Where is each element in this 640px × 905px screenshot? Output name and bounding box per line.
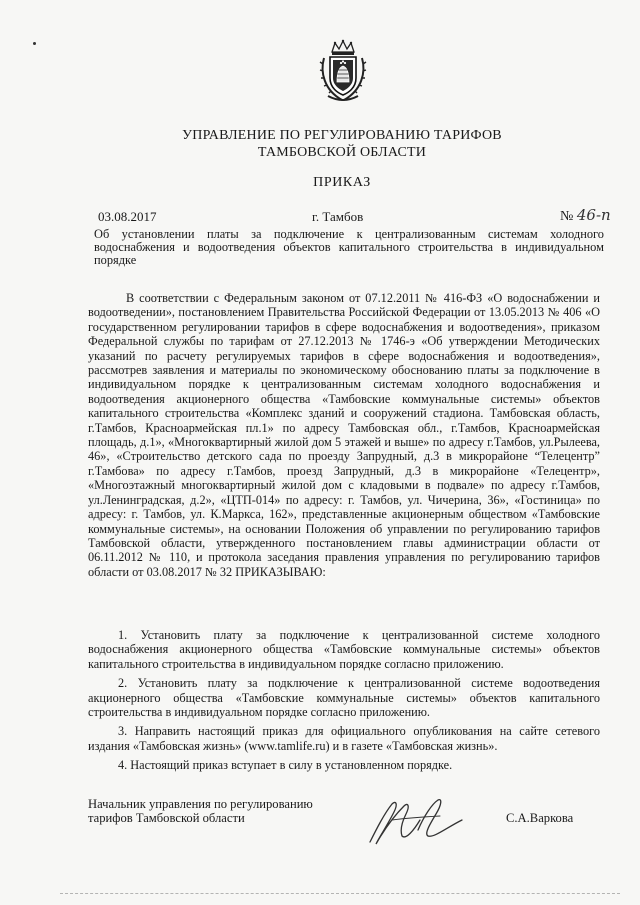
order-city: г. Тамбов [312,209,364,224]
department-title-line2: ТАМБОВСКОЙ ОБЛАСТИ [257,145,427,160]
order-item-2: 2. Установить плату за подключение к централизованной системе водоотведения акционерного общества «Тамбовские коммунальные системы» объектов капитального строительства в индивидуальном порядке согласно приложению. [88,676,600,720]
signatory-position [88,797,313,825]
order-item-3: 3. Направить настоящий приказ для официального опубликования на сайте сетевого издания «Тамбовская жизнь» (www.tamlife.ru) и в газете «Тамбовская жизнь». [88,724,600,753]
scan-edge-line [60,893,620,895]
number-sign: № [560,209,574,224]
handwritten-signature [362,790,472,850]
coat-of-arms-icon [318,38,368,104]
preamble-paragraph: В соответствии с Федеральным законом от 07.12.2011 № 416-ФЗ «О водоснабжении и водоотведении», постановлением Правительства Российской Федерации от 13.05.2013 № 406 «О государственном регулировании тарифов в сфере водоснабжения и водоотведения», приказом Федеральной службы по тарифам от 27.12.2013 № 1746-э «Об утверждении Методических указаний по расчету регулируемых тарифов в сфере водоснабжения и водоотведения», рассмотрев заявления и материалы по экономическому обоснованию платы за подключение в индивидуальном порядке к централизованным системам холодного водоснабжения и водоотведения акционерного общества «Тамбовские коммунальные системы» объектов капитального строительства «Комплекс зданий и сооружений стадиона. Тамбовская область, г.Тамбов, Красноармейская пл.1» по адресу Тамбовская обл., г.Тамбов, Красноармейская площадь, д.1», «Многоквартирный жилой дом 5 этажей и выше» по адресу г.Тамбов, ул.Рылеева, 46», «Строительство детского сада по проезду Запрудный, д.3 в микрорайоне “Телецентр” г.Тамбова» по адресу г.Тамбов, проезд Запрудный, д.3 в микрорайоне «Телецентр», «Многоэтажный многоквартирный жилой дом с кладовыми в подвале» по адресу г.Тамбов, ул.Ленинградская, д.2», «ЦТП-014» по адресу: г. Тамбов, ул. Чичерина, 36», «Гостиница» по адресу: г. Тамбов, ул. К.Маркса, 162», представленные акционерным обществом «Тамбовские коммунальные системы», на основании Положения об управлении по регулированию тарифов Тамбовской области, утвержденного постановлением главы администрации области от 06.11.2012 № 110, и протокола заседания правления управления по регулированию тарифов области от 03.08.2017 № 32 ПРИКАЗЫВАЮ: [88,291,600,579]
order-item-1: 1. Установить плату за подключение к централизованной системе холодного водоснабжения акционерного общества «Тамбовские коммунальные системы» объектов капитального строительства в индивидуальном порядке согласно приложению. [88,628,600,671]
order-preamble [88,291,600,579]
order-subject: Об установлении платы за подключение к централизованным системам холодного водоснабжения и водоотведения объектов капитального строительства в индивидуальном порядке [94,227,604,267]
order-item-4: 4. Настоящий приказ вступает в силу в установленном порядке. [118,758,453,773]
signatory-position-line2: тарифов Тамбовской области [88,811,245,825]
order-number [560,206,611,225]
signatory-name: С.А.Варкова [506,811,574,825]
order-date: 03.08.2017 [98,209,157,224]
handwritten-order-number: 46-п [576,206,611,224]
department-title-line1: УПРАВЛЕНИЕ ПО РЕГУЛИРОВАНИЮ ТАРИФОВ [182,128,502,143]
signatory-position-line1: Начальник управления по регулированию [88,797,313,811]
document-type-heading: ПРИКАЗ [313,175,371,190]
scan-speck [33,42,36,45]
order-items [88,628,600,778]
